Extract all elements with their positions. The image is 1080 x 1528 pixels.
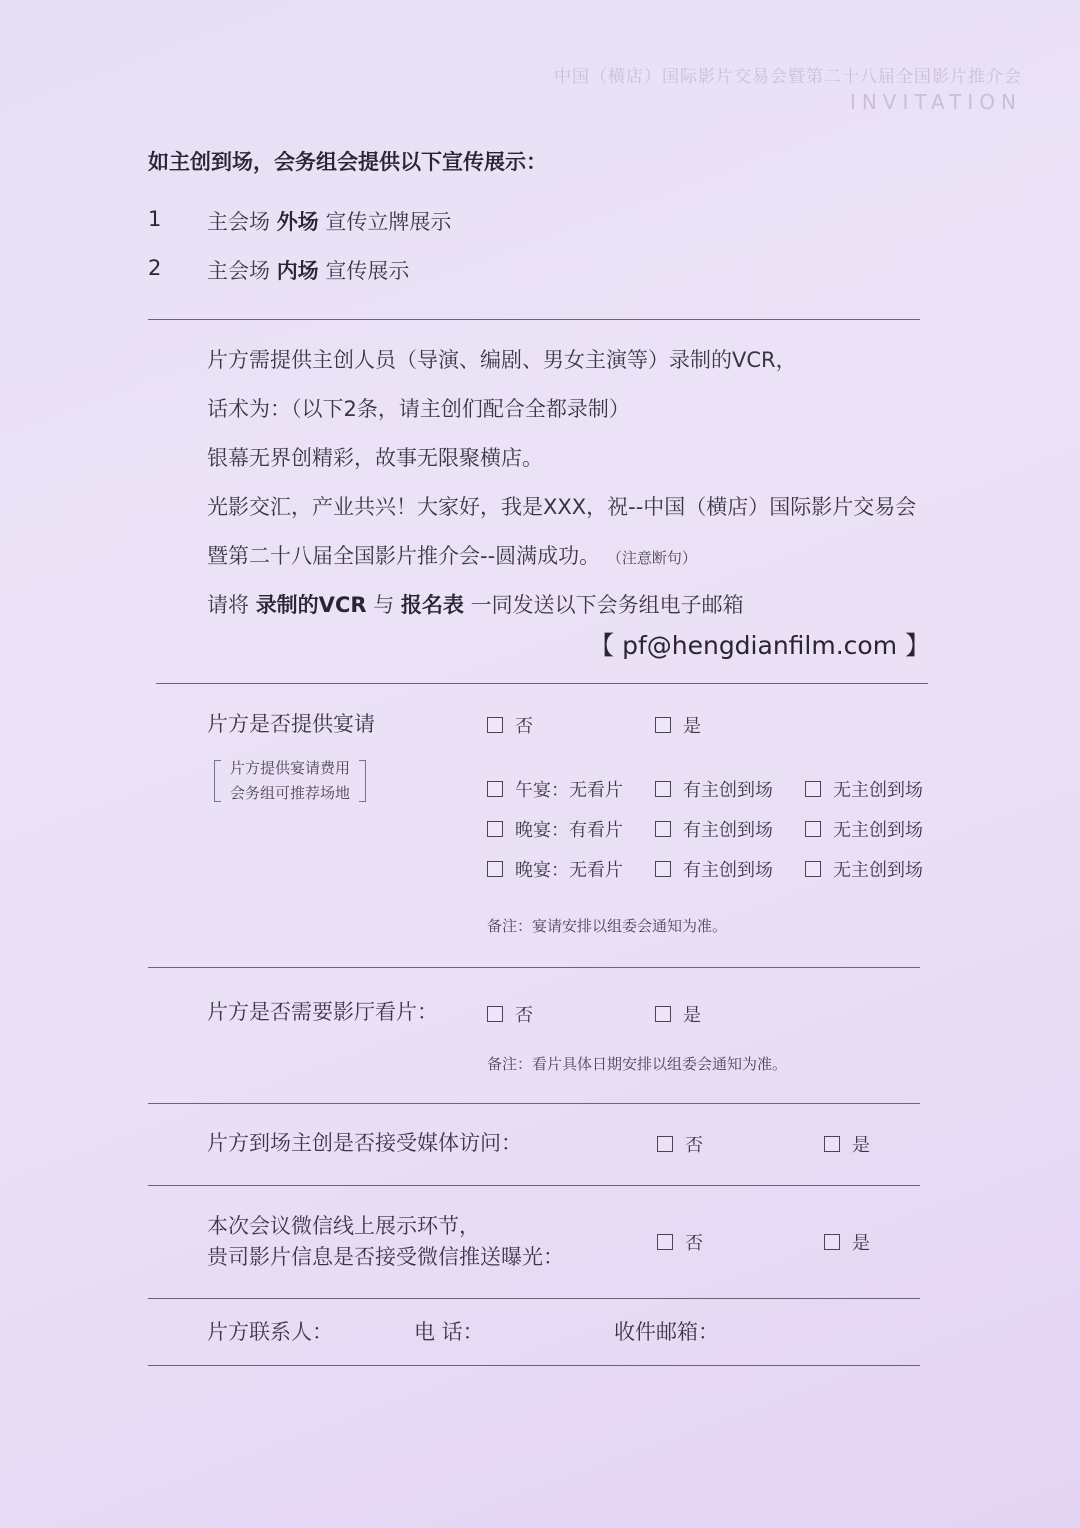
contact-email[interactable]: 【 pf@hengdianfilm.com 】 (589, 631, 930, 660)
promo-item-number: 2 (148, 256, 162, 280)
checkbox[interactable] (655, 861, 671, 877)
promo-item: 主会场 内场 宣传展示 (207, 259, 410, 283)
checkbox[interactable] (655, 821, 671, 837)
divider (156, 683, 928, 684)
screening-question: 片方是否需要影厅看片： (207, 1000, 438, 1024)
creator-present-option[interactable]: 有主创到场 (655, 776, 773, 802)
checkbox[interactable] (805, 821, 821, 837)
creator-present-option[interactable]: 有主创到场 (655, 816, 773, 842)
checkbox[interactable] (657, 1136, 673, 1152)
screening-no-option[interactable]: 否 (487, 1001, 533, 1027)
checkbox[interactable] (824, 1234, 840, 1250)
checkbox[interactable] (655, 717, 671, 733)
vcr-instruction: 片方需提供主创人员（导演、编剧、男女主演等）录制的VCR， (207, 348, 797, 372)
divider (148, 967, 920, 968)
vcr-script-line: 光影交汇，产业共兴！大家好，我是XXX，祝--中国（横店）国际影片交易会 (207, 495, 917, 519)
checkbox[interactable] (805, 861, 821, 877)
banquet-type-option[interactable]: 晚宴：无看片 (487, 856, 623, 882)
contact-phone-label[interactable]: 电 话： (414, 1320, 484, 1344)
header-title-cn: 中国（横店）国际影片交易会暨第二十八届全国影片推介会 (554, 67, 1022, 87)
media-question: 片方到场主创是否接受媒体访问： (207, 1131, 522, 1155)
bracket-right (359, 760, 366, 802)
banquet-question: 片方是否提供宴请 (207, 712, 375, 736)
banquet-type-option[interactable]: 晚宴：有看片 (487, 816, 623, 842)
checkbox[interactable] (657, 1234, 673, 1250)
banquet-note: 片方提供宴请费用 会务组可推荐场地 (214, 756, 366, 806)
creator-absent-option[interactable]: 无主创到场 (805, 776, 923, 802)
promo-item-number: 1 (148, 207, 162, 231)
promo-item: 主会场 外场 宣传立牌展示 (207, 210, 452, 234)
creator-absent-option[interactable]: 无主创到场 (805, 856, 923, 882)
banquet-yes-option[interactable]: 是 (655, 712, 701, 738)
banquet-remark: 备注：宴请安排以组委会通知为准。 (487, 917, 728, 935)
divider (148, 1298, 920, 1299)
divider (148, 319, 920, 320)
creator-absent-option[interactable]: 无主创到场 (805, 816, 923, 842)
banquet-type-option[interactable]: 午宴：无看片 (487, 776, 623, 802)
checkbox[interactable] (487, 781, 503, 797)
send-instruction: 请将 录制的VCR 与 报名表 一同发送以下会务组电子邮箱 (207, 593, 744, 617)
divider (148, 1365, 920, 1366)
contact-person-label[interactable]: 片方联系人： (207, 1320, 333, 1344)
vcr-script-intro: 话术为：（以下2条，请主创们配合全都录制） (207, 397, 630, 421)
bracket-left (214, 760, 221, 802)
checkbox[interactable] (487, 821, 503, 837)
screening-remark: 备注：看片具体日期安排以组委会通知为准。 (487, 1055, 788, 1073)
wechat-no-option[interactable]: 否 (657, 1229, 703, 1255)
wechat-question: 本次会议微信线上展示环节， 贵司影片信息是否接受微信推送曝光： (207, 1214, 564, 1269)
checkbox[interactable] (487, 1006, 503, 1022)
contact-email-label[interactable]: 收件邮箱： (614, 1320, 719, 1344)
divider (148, 1185, 920, 1186)
vcr-script-line: 银幕无界创精彩，故事无限聚横店。 (207, 446, 543, 470)
checkbox[interactable] (824, 1136, 840, 1152)
divider (148, 1103, 920, 1104)
checkbox[interactable] (655, 1006, 671, 1022)
checkbox[interactable] (487, 861, 503, 877)
vcr-script-line: 暨第二十八届全国影片推介会--圆满成功。 （注意断句） (207, 544, 697, 568)
wechat-yes-option[interactable]: 是 (824, 1229, 870, 1255)
pause-note: （注意断句） (606, 549, 697, 567)
checkbox[interactable] (805, 781, 821, 797)
header-title-en: INVITATION (849, 90, 1022, 114)
checkbox[interactable] (655, 781, 671, 797)
media-no-option[interactable]: 否 (657, 1131, 703, 1157)
media-yes-option[interactable]: 是 (824, 1131, 870, 1157)
screening-yes-option[interactable]: 是 (655, 1001, 701, 1027)
promo-title: 如主创到场，会务组会提供以下宣传展示： (148, 150, 547, 174)
creator-present-option[interactable]: 有主创到场 (655, 856, 773, 882)
checkbox[interactable] (487, 717, 503, 733)
banquet-no-option[interactable]: 否 (487, 712, 533, 738)
